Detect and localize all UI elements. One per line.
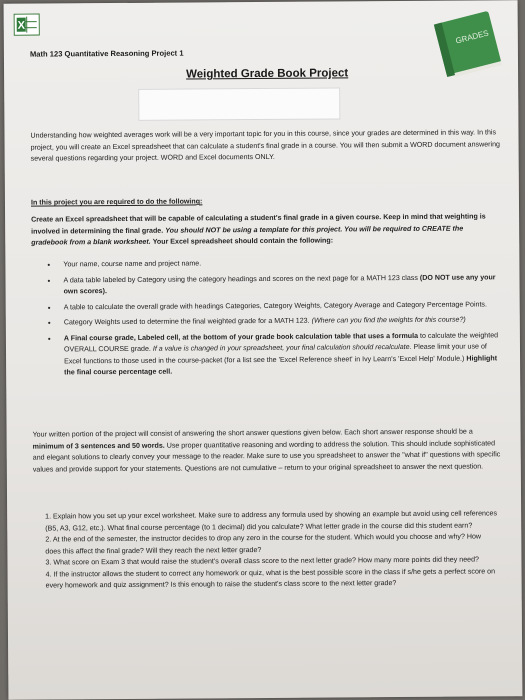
bullet-plain: Please limit your use of Excel functions to those used in the course-packet (for a list see the 'Excel Reference sheet' in Ivy Learn's 'Excel Help' Module.) — [64, 342, 487, 365]
bullet-bold: formula — [391, 331, 419, 340]
page-title: Weighted Grade Book Project — [186, 67, 349, 81]
redacted-box — [138, 87, 340, 120]
create-bold: Create an Excel spreadsheet that will be capable of calculating a student's final grade in a given course. Keep in mind that weighting is involved in determining the final grade. — [31, 212, 486, 236]
written-paragraph — [33, 426, 503, 475]
bullet-text: A table to calculate the overall grade with headings Categories, Category Weights, Category Average and Category Percentage Points. — [63, 299, 487, 311]
bullet-text: A data table labeled by Category using the category headings and scores on the next page for a MATH 123 class — [63, 273, 418, 284]
list-item — [32, 330, 502, 379]
list-item — [31, 256, 501, 271]
grade-book-icon — [427, 5, 511, 84]
bullet-italic: If a value is changed in your spreadsheet, your final calculation should recalculate. — [152, 342, 412, 353]
bullet-text: Category Weights used to determine the final weighted grade for a MATH 123. — [63, 316, 310, 327]
bullet-highlight: Highlight the final course percentage cell. — [64, 353, 498, 377]
excel-icon — [14, 14, 40, 36]
book-label: GRADES — [454, 28, 490, 46]
document-page — [4, 0, 523, 700]
written-p2: Use proper quantitative reasoning and wording to address the solution. This should include sophisticated and elegant solutions to clearly convey your message to the reader. Make sure to use you spreadsheet to answer the "what if" questions with specific values and provide support for your statements. Questions are not cumulative – return to your original spreadsheet to answer the next question. — [32, 438, 501, 474]
bullet-italic: (Where can you find the weights for this course?) — [311, 315, 466, 325]
written-bold: minimum of 3 sentences and 50 words. — [32, 441, 165, 451]
excel-logo-letter: X — [17, 19, 25, 32]
bullet-bold: (DO NOT use any your own scores). — [63, 272, 496, 296]
written-p1: Your written portion of the project will consist of answering the short answer questions given below. Each short answer response should be a — [32, 427, 473, 439]
create-paragraph — [31, 211, 501, 249]
question-item: 2. At the end of the semester, the instructor decides to drop any zero in the course for the student. Which would you choose and why? How does this affect the final grade? Will they reach the next letter grade? — [45, 532, 482, 556]
question-item: 3. What score on Exam 3 that would raise the student's overall class score to the next letter grade? How many more points did they need? — [45, 555, 480, 567]
questions-list — [37, 508, 498, 592]
create-plain: Your Excel spreadsheet should contain the following: — [152, 236, 334, 246]
list-item — [32, 314, 502, 329]
bullet-text: Your name, course name and project name. — [63, 259, 202, 269]
requirements-list — [31, 256, 502, 379]
list-item — [31, 272, 501, 298]
course-title: Math 123 Quantitative Reasoning Project 1 — [29, 48, 184, 59]
bullet-text: A Final course grade, Labeled cell, at the bottom of your grade book calculation table that uses a — [63, 331, 391, 342]
list-item — [32, 299, 502, 314]
bullet-post: to calculate the weighted OVERALL COURSE grade. — [63, 330, 499, 354]
intro-paragraph: Understanding how weighted averages work will be a very important topic for you in this course, since your grades are determined in this way. In this project, you will create an Excel spreadsheet that can calculate a student's final grade in a course. You will then submit a WORD document answering several questions regarding your project. WORD and Excel documents ONLY. — [30, 128, 501, 163]
required-heading-text: In this project you are required to do the following: — [30, 197, 203, 207]
required-heading — [31, 194, 501, 209]
question-item: 4. If the instructor allows the student to correct any homework or quiz, what is the best possible score in the class if s/he gets a perfect score on every homework and quiz assignment? Is this enough to raise the student's class score to the next letter grade? — [45, 566, 496, 590]
question-item: 1. Explain how you set up your excel worksheet. Make sure to address any formula used by showing an example but avoid using cell references (B5, A3, G12, etc.). What final course percentage (to 1 decimal) did you calculate? What letter grade in the course did this student earn? — [45, 509, 498, 533]
create-italic: You should NOT be using a template for this project. You will be required to CREATE the gradebook from a blank worksheet. — [31, 224, 464, 247]
